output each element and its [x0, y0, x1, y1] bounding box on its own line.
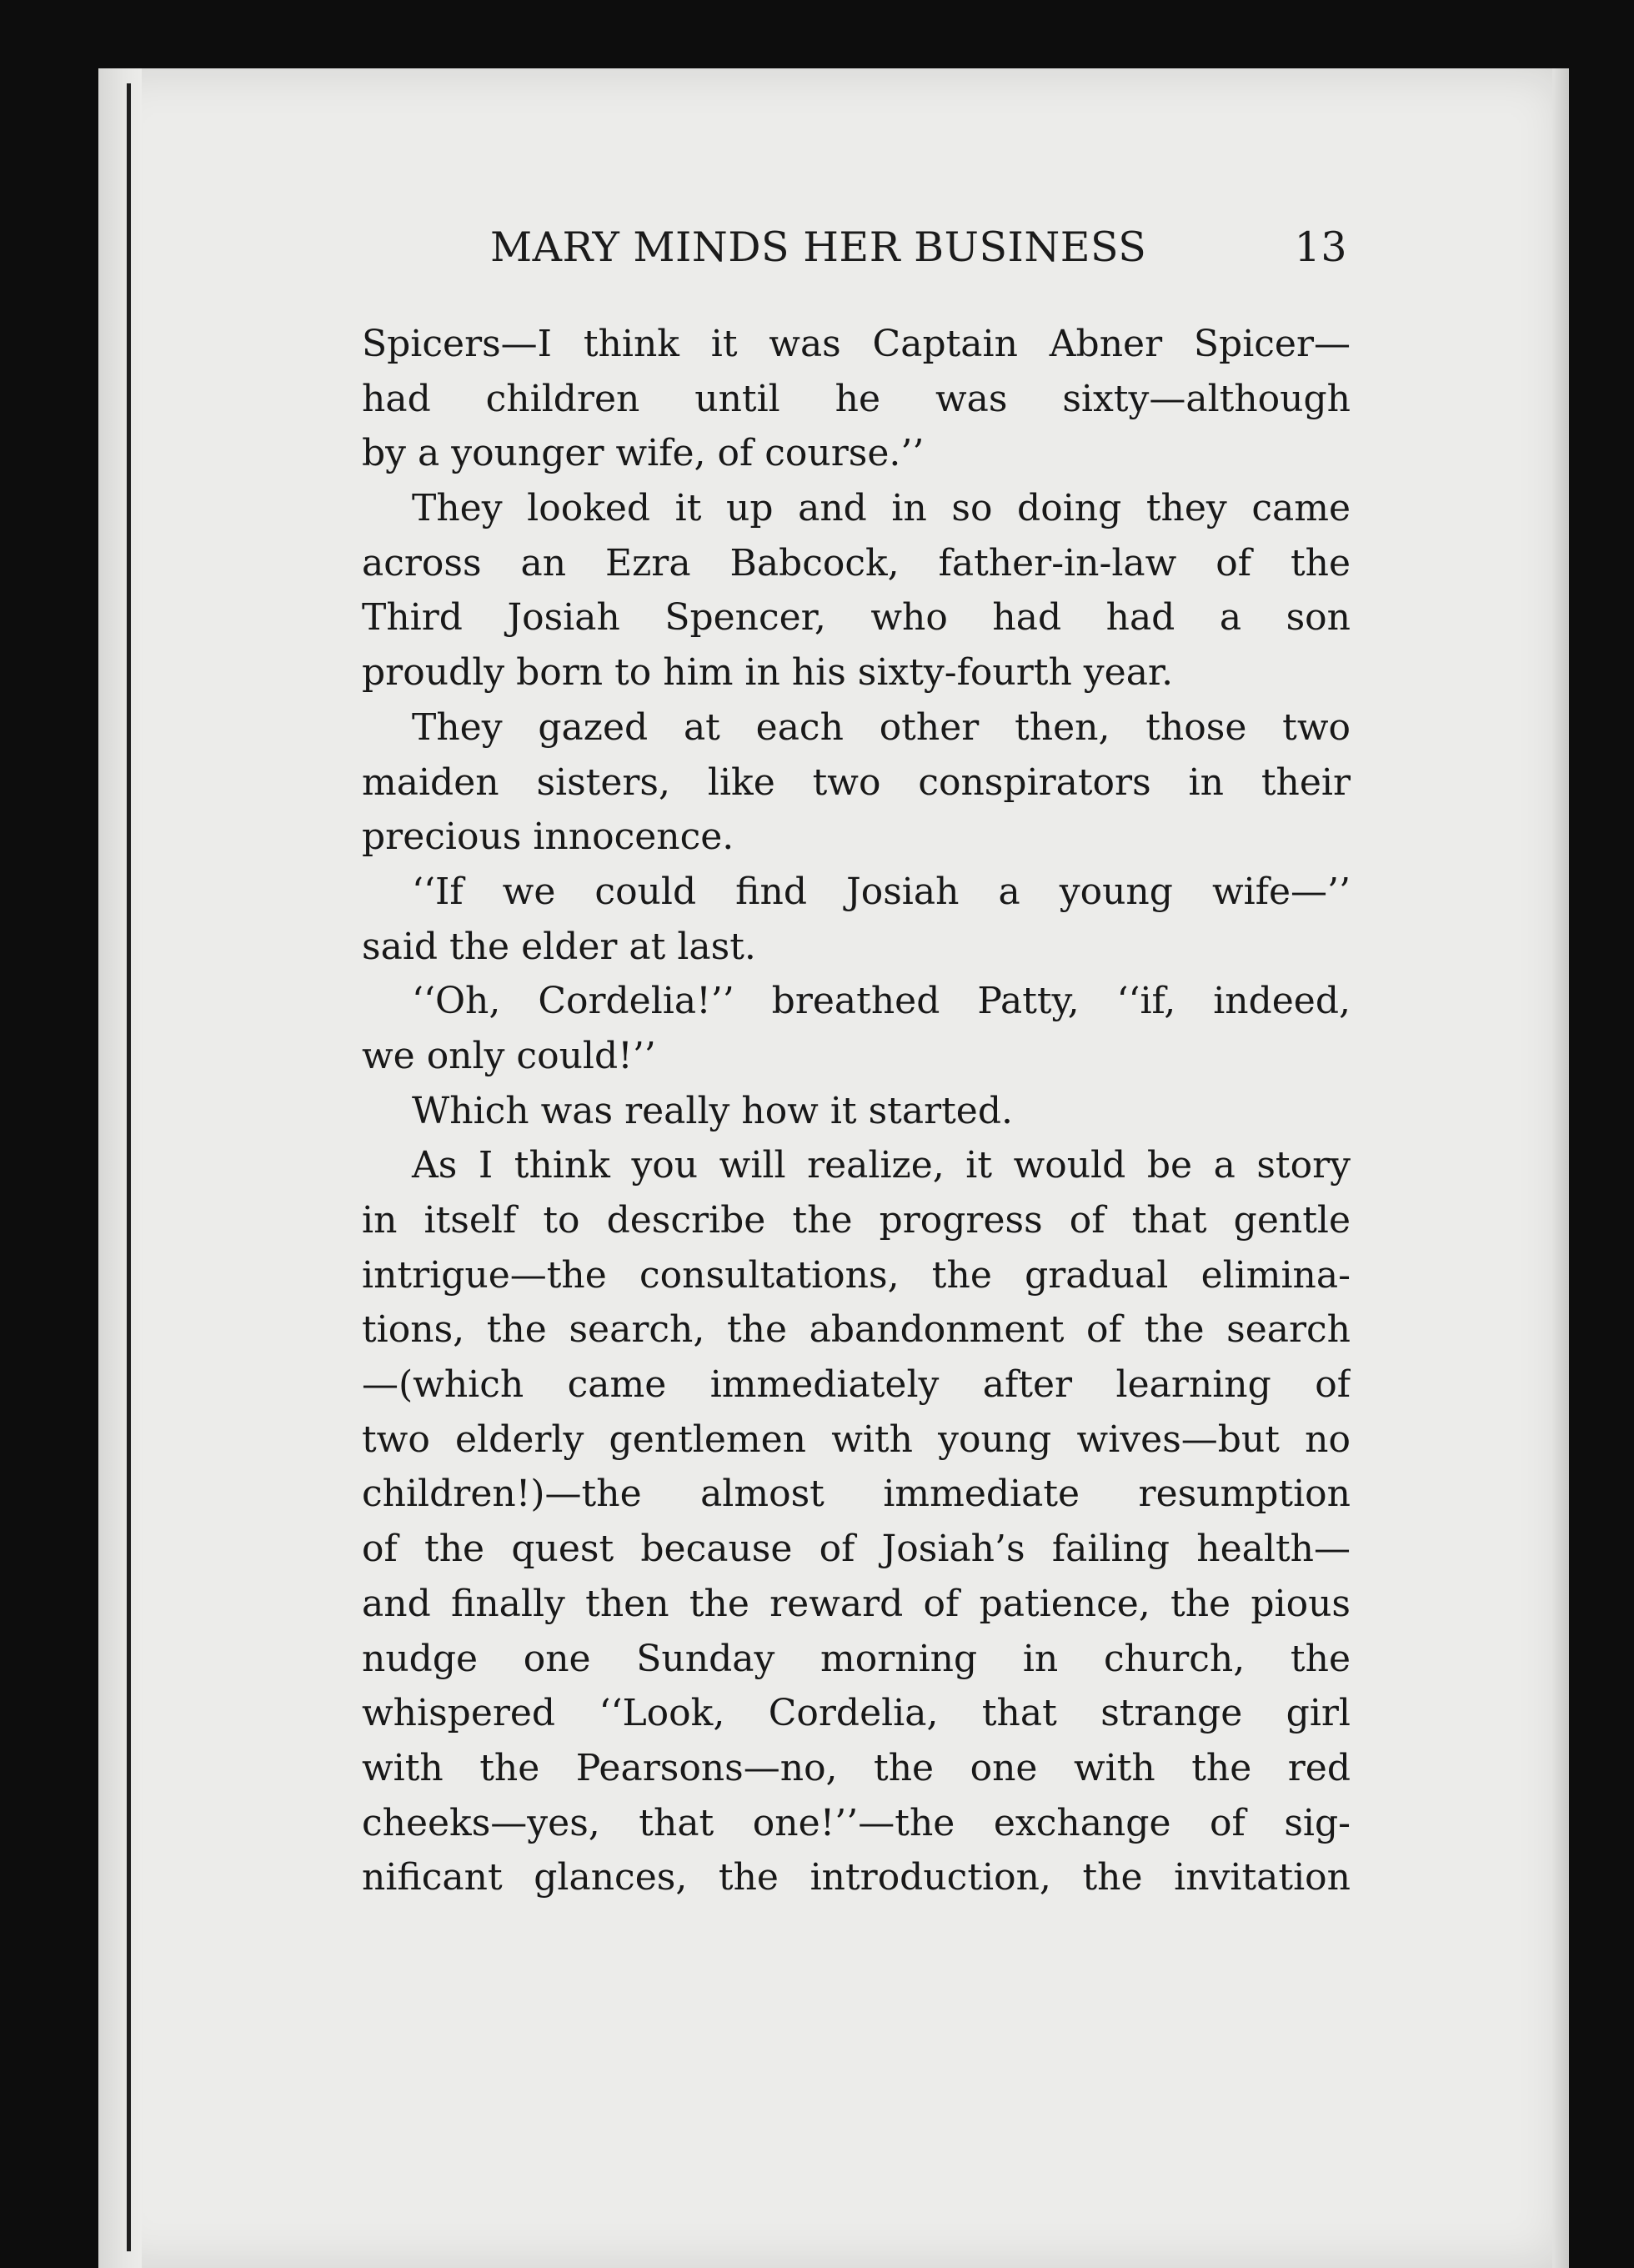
binding-edge	[127, 83, 131, 2251]
text-line: Spicers—I think it was Captain Abner Spicer—	[362, 323, 1351, 365]
text-line: proudly born to him in his sixty-fourth year.	[362, 651, 1174, 695]
text-line: cheeks—yes, that one!’’—the exchange of sig-	[362, 1801, 1351, 1844]
page-gutter	[98, 68, 142, 2268]
running-head	[490, 218, 1347, 277]
text-line: children!)—the almost immediate resumption	[362, 1473, 1351, 1516]
text-line: two elderly gentlemen with young wives—but no	[362, 1418, 1351, 1461]
text-line: in itself to describe the progress of that gentle	[362, 1199, 1351, 1242]
text-line: tions, the search, the abandonment of the search	[362, 1308, 1351, 1352]
text-line: Which was really how it started.	[412, 1089, 1013, 1132]
text-line: ‘‘Oh, Cordelia!’’ breathed Patty, ‘‘if, indeed,	[412, 980, 1351, 1023]
text-line: whispered ‘‘Look, Cordelia, that strange girl	[362, 1692, 1351, 1735]
text-line: with the Pearsons—no, the one with the red	[362, 1746, 1351, 1789]
text-line: maiden sisters, like two conspirators in their	[362, 760, 1351, 804]
running-title: MARY MINDS HER BUSINESS	[490, 223, 1147, 271]
text-line: and finally then the reward of patience, the pious	[362, 1582, 1351, 1625]
text-line: had children until he was sixty—although	[362, 377, 1351, 420]
text-line: They gazed at each other then, those two	[412, 705, 1351, 749]
text-line: —(which came immediately after learning of	[362, 1363, 1351, 1407]
text-line: precious innocence.	[362, 815, 734, 859]
page-right-edge	[1552, 68, 1569, 2268]
text-line: As I think you will realize, it would be a story	[412, 1144, 1351, 1187]
text-line: we only could!’’	[362, 1034, 656, 1077]
text-line: nificant glances, the introduction, the invitation	[362, 1856, 1351, 1899]
text-line: Third Josiah Spencer, who had had a son	[362, 596, 1351, 640]
text-line: by a younger wife, of course.’’	[362, 432, 925, 475]
body-text	[362, 317, 1351, 1905]
text-line: across an Ezra Babcock, father-in-law of the	[362, 541, 1351, 585]
text-line: They looked it up and in so doing they came	[412, 487, 1351, 530]
text-line: ‘‘If we could find Josiah a young wife—’’	[412, 870, 1351, 913]
text-line: said the elder at last.	[362, 925, 756, 968]
text-line: nudge one Sunday morning in church, the	[362, 1637, 1351, 1680]
text-line: of the quest because of Josiah’s failing health—	[362, 1528, 1351, 1571]
text-line: intrigue—the consultations, the gradual elimina-	[362, 1253, 1351, 1297]
page-number: 13	[1294, 223, 1347, 271]
